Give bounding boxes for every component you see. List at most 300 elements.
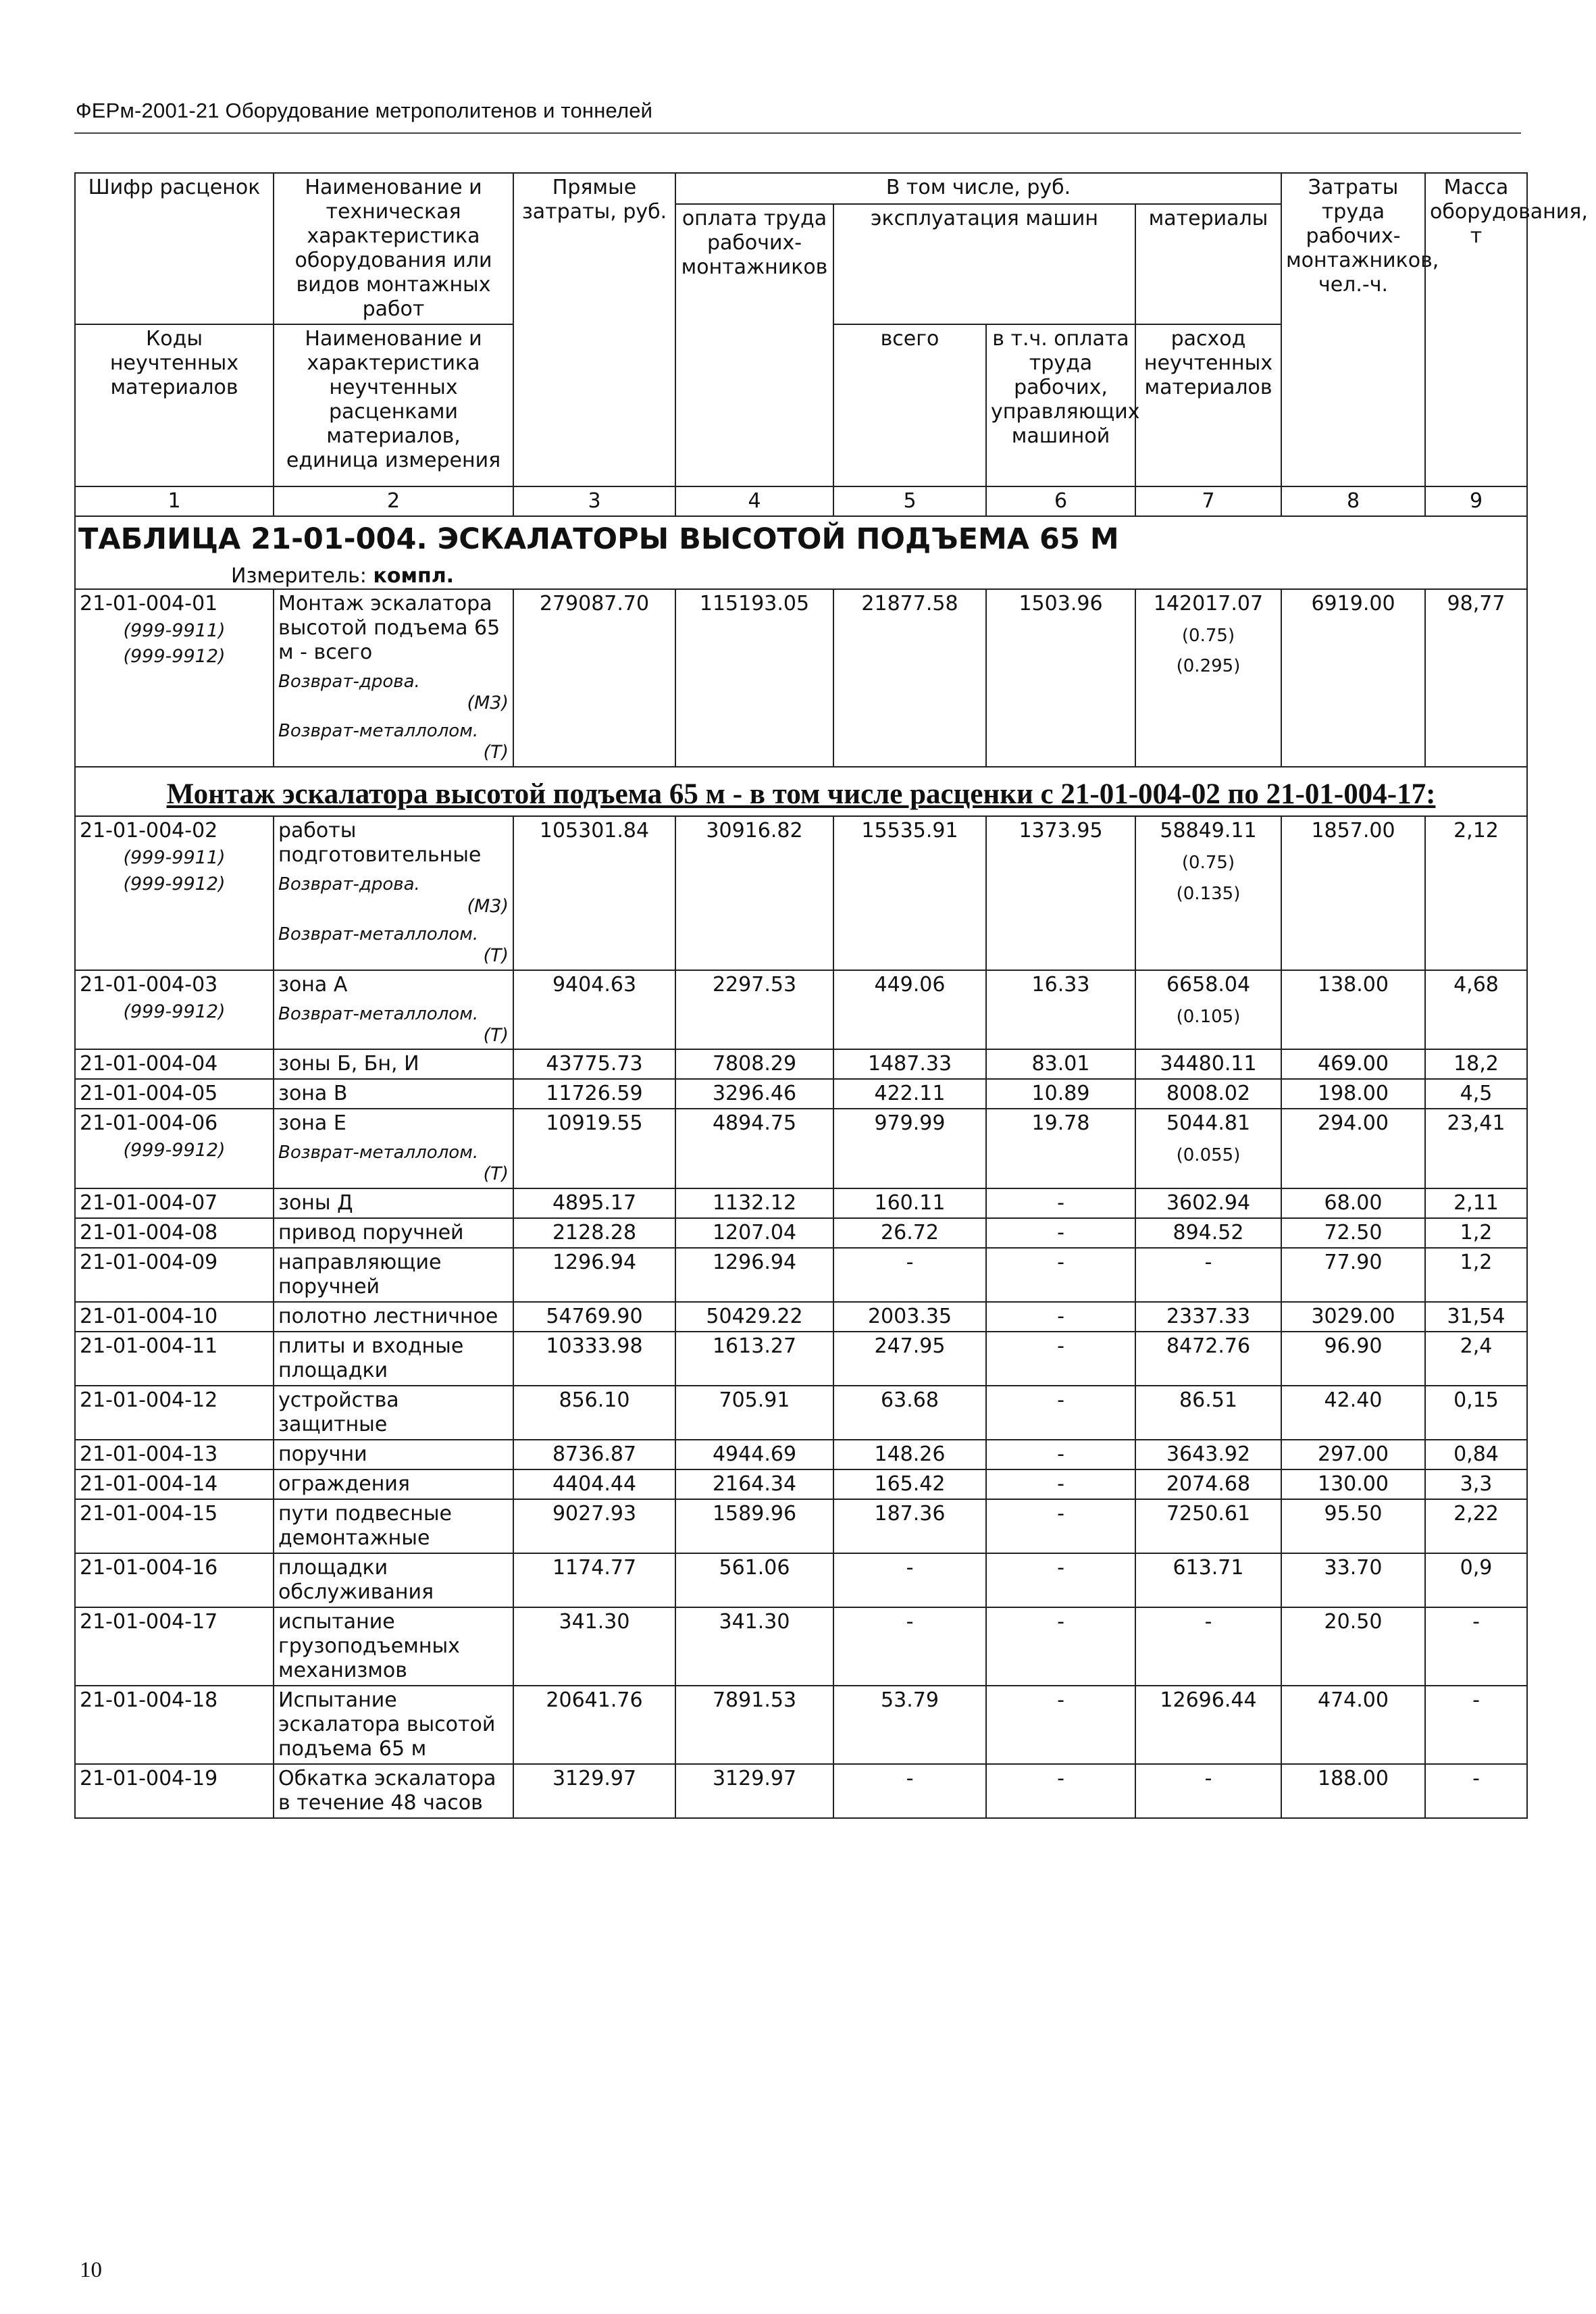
work-name-cell bbox=[274, 1764, 513, 1818]
material-unit: (Т) bbox=[483, 1163, 509, 1185]
material-unit: (Т) bbox=[483, 945, 509, 967]
material-qty: (0.295) bbox=[1176, 655, 1241, 676]
material-name: Возврат-металлолом. bbox=[278, 1142, 479, 1163]
materials-cell bbox=[1135, 1109, 1281, 1188]
direct-cost: 8736.87 bbox=[513, 1440, 675, 1469]
work-name-cell bbox=[274, 1607, 513, 1686]
table-row bbox=[75, 1188, 1527, 1218]
rate-code-cell bbox=[75, 1607, 274, 1686]
table-row bbox=[75, 1049, 1527, 1079]
direct-cost: 105301.84 bbox=[513, 816, 675, 970]
equipment-mass: 4,5 bbox=[1425, 1079, 1527, 1109]
column-number: 4 bbox=[675, 486, 833, 516]
rate-code: 21-01-004-14 bbox=[80, 1472, 218, 1496]
header-rule bbox=[74, 132, 1521, 134]
labor-hours: 297.00 bbox=[1281, 1440, 1425, 1469]
labor-hours: 20.50 bbox=[1281, 1607, 1425, 1686]
rate-code: 21-01-004-09 bbox=[80, 1250, 218, 1274]
rate-code: 21-01-004-10 bbox=[80, 1304, 218, 1328]
materials-value: 8008.02 bbox=[1166, 1082, 1251, 1106]
head-unaccounted: расход неучтенных материалов bbox=[1135, 324, 1281, 486]
head-labor: оплата труда рабочих-монтажников bbox=[675, 204, 833, 486]
material-unit: (Т) bbox=[483, 742, 509, 763]
labor-hours: 72.50 bbox=[1281, 1218, 1425, 1248]
table-row bbox=[75, 1607, 1527, 1686]
labor-cost: 561.06 bbox=[675, 1553, 833, 1607]
materials-cell bbox=[1135, 1607, 1281, 1686]
work-name-cell bbox=[274, 1686, 513, 1764]
column-number: 3 bbox=[513, 486, 675, 516]
rate-code: 21-01-004-12 bbox=[80, 1388, 218, 1412]
rate-code-cell bbox=[75, 589, 274, 767]
machines-labor: - bbox=[986, 1386, 1135, 1440]
table-row bbox=[75, 1332, 1527, 1386]
materials-value: 7250.61 bbox=[1166, 1501, 1251, 1526]
machines-total: 247.95 bbox=[833, 1332, 986, 1386]
materials-value: 2337.33 bbox=[1166, 1304, 1251, 1328]
material-qty: (0.135) bbox=[1176, 883, 1241, 904]
equipment-mass: 2,11 bbox=[1425, 1188, 1527, 1218]
material-unit: (Т) bbox=[483, 1024, 509, 1046]
machines-labor: - bbox=[986, 1302, 1135, 1332]
table-row bbox=[75, 1469, 1527, 1499]
labor-cost: 4894.75 bbox=[675, 1109, 833, 1188]
materials-cell bbox=[1135, 1079, 1281, 1109]
labor-cost: 705.91 bbox=[675, 1386, 833, 1440]
work-name: поручни bbox=[278, 1442, 367, 1466]
rate-code: 21-01-004-17 bbox=[80, 1609, 218, 1634]
work-name: зона В bbox=[278, 1082, 348, 1106]
materials-cell bbox=[1135, 970, 1281, 1050]
labor-hours: 42.40 bbox=[1281, 1386, 1425, 1440]
work-name-cell bbox=[274, 970, 513, 1050]
rate-code: 21-01-004-11 bbox=[80, 1334, 218, 1358]
table-row bbox=[75, 1553, 1527, 1607]
rate-code: 21-01-004-03 bbox=[80, 972, 218, 997]
table-row bbox=[75, 1686, 1527, 1764]
direct-cost: 54769.90 bbox=[513, 1302, 675, 1332]
measure-label: Измеритель: bbox=[231, 563, 367, 588]
machines-total: - bbox=[833, 1553, 986, 1607]
direct-cost: 279087.70 bbox=[513, 589, 675, 767]
material-name: Возврат-дрова. bbox=[278, 874, 420, 895]
material-code: (999-9912) bbox=[123, 873, 226, 895]
labor-cost: 3129.97 bbox=[675, 1764, 833, 1818]
equipment-mass: 2,12 bbox=[1425, 816, 1527, 970]
rate-code-cell bbox=[75, 1553, 274, 1607]
work-name: зона Е bbox=[278, 1111, 346, 1136]
work-name: привод поручней bbox=[278, 1220, 464, 1244]
table-row bbox=[75, 816, 1527, 970]
direct-cost: 4404.44 bbox=[513, 1469, 675, 1499]
material-code: (999-9912) bbox=[123, 645, 226, 667]
work-name: полотно лестничное bbox=[278, 1304, 498, 1328]
head-direct: Прямые затраты, руб. bbox=[513, 173, 675, 486]
direct-cost: 43775.73 bbox=[513, 1049, 675, 1079]
machines-labor: - bbox=[986, 1553, 1135, 1607]
equipment-mass: 0,9 bbox=[1425, 1553, 1527, 1607]
head-hours: Затраты труда рабочих-монтажников, чел.-ч. bbox=[1281, 173, 1425, 486]
materials-value: 2074.68 bbox=[1166, 1472, 1251, 1496]
materials-cell bbox=[1135, 1386, 1281, 1440]
materials-value: 6658.04 bbox=[1166, 972, 1251, 997]
rate-code-cell bbox=[75, 816, 274, 970]
labor-cost: 7808.29 bbox=[675, 1049, 833, 1079]
work-name-cell bbox=[274, 1469, 513, 1499]
machines-labor: - bbox=[986, 1188, 1135, 1218]
work-name: Обкатка эскалатора в течение 48 часов bbox=[278, 1766, 496, 1815]
rate-code-cell bbox=[75, 1079, 274, 1109]
machines-labor: 16.33 bbox=[986, 970, 1135, 1050]
column-number: 5 bbox=[833, 486, 986, 516]
rate-code-cell bbox=[75, 1440, 274, 1469]
materials-cell bbox=[1135, 589, 1281, 767]
material-qty: (0.75) bbox=[1181, 625, 1235, 646]
page-number: 10 bbox=[80, 2258, 102, 2282]
rate-code-cell bbox=[75, 1386, 274, 1440]
work-name-cell bbox=[274, 1440, 513, 1469]
materials-value: 613.71 bbox=[1173, 1555, 1244, 1580]
material-name: Возврат-дрова. bbox=[278, 671, 420, 692]
rate-code-cell bbox=[75, 1218, 274, 1248]
materials-cell bbox=[1135, 1218, 1281, 1248]
labor-hours: 474.00 bbox=[1281, 1686, 1425, 1764]
table-row bbox=[75, 1302, 1527, 1332]
work-name: работы подготовительные bbox=[278, 819, 482, 867]
direct-cost: 20641.76 bbox=[513, 1686, 675, 1764]
materials-value: 86.51 bbox=[1179, 1388, 1237, 1412]
machines-labor: - bbox=[986, 1218, 1135, 1248]
materials-cell bbox=[1135, 1248, 1281, 1302]
equipment-mass: - bbox=[1425, 1686, 1527, 1764]
labor-cost: 1613.27 bbox=[675, 1332, 833, 1386]
machines-total: 15535.91 bbox=[833, 816, 986, 970]
head-machines: эксплуатация машин bbox=[833, 204, 1135, 324]
machines-labor: 1503.96 bbox=[986, 589, 1135, 767]
materials-cell bbox=[1135, 1302, 1281, 1332]
work-name-cell bbox=[274, 1553, 513, 1607]
work-name-cell bbox=[274, 1049, 513, 1079]
materials-cell bbox=[1135, 1469, 1281, 1499]
work-name: площадки обслуживания bbox=[278, 1555, 434, 1604]
table-row bbox=[75, 970, 1527, 1050]
machines-labor: 83.01 bbox=[986, 1049, 1135, 1079]
machines-labor: 19.78 bbox=[986, 1109, 1135, 1188]
rate-code: 21-01-004-05 bbox=[80, 1082, 218, 1106]
rate-code-cell bbox=[75, 970, 274, 1050]
direct-cost: 10919.55 bbox=[513, 1109, 675, 1188]
materials-value: - bbox=[1204, 1609, 1212, 1634]
labor-hours: 198.00 bbox=[1281, 1079, 1425, 1109]
rate-code-cell bbox=[75, 1109, 274, 1188]
labor-hours: 95.50 bbox=[1281, 1499, 1425, 1553]
labor-hours: 77.90 bbox=[1281, 1248, 1425, 1302]
materials-cell bbox=[1135, 1764, 1281, 1818]
materials-cell bbox=[1135, 1049, 1281, 1079]
equipment-mass: - bbox=[1425, 1764, 1527, 1818]
rate-code-cell bbox=[75, 1469, 274, 1499]
equipment-mass: 2,22 bbox=[1425, 1499, 1527, 1553]
labor-cost: 7891.53 bbox=[675, 1686, 833, 1764]
direct-cost: 10333.98 bbox=[513, 1332, 675, 1386]
machines-labor: - bbox=[986, 1440, 1135, 1469]
materials-cell bbox=[1135, 1686, 1281, 1764]
materials-value: - bbox=[1204, 1766, 1212, 1790]
rate-code-cell bbox=[75, 1302, 274, 1332]
table-row bbox=[75, 1440, 1527, 1469]
machines-total: 422.11 bbox=[833, 1079, 986, 1109]
work-name-cell bbox=[274, 1248, 513, 1302]
labor-cost: 1589.96 bbox=[675, 1499, 833, 1553]
machines-total: 187.36 bbox=[833, 1499, 986, 1553]
rate-code: 21-01-004-08 bbox=[80, 1220, 218, 1244]
machines-labor: - bbox=[986, 1499, 1135, 1553]
work-name-cell bbox=[274, 1218, 513, 1248]
equipment-mass: 18,2 bbox=[1425, 1049, 1527, 1079]
machines-total: 449.06 bbox=[833, 970, 986, 1050]
head-materials: материалы bbox=[1135, 204, 1281, 324]
table-row bbox=[75, 1386, 1527, 1440]
table-row bbox=[75, 1079, 1527, 1109]
work-name-cell bbox=[274, 1499, 513, 1553]
machines-labor: - bbox=[986, 1607, 1135, 1686]
work-name-cell bbox=[274, 1188, 513, 1218]
rate-code: 21-01-004-04 bbox=[80, 1052, 218, 1076]
materials-cell bbox=[1135, 1188, 1281, 1218]
labor-hours: 3029.00 bbox=[1281, 1302, 1425, 1332]
labor-hours: 294.00 bbox=[1281, 1109, 1425, 1188]
materials-value: - bbox=[1204, 1250, 1212, 1274]
running-title: ФЕРм-2001-21 Оборудование метрополитенов и тоннелей bbox=[76, 99, 653, 122]
equipment-mass: 1,2 bbox=[1425, 1248, 1527, 1302]
materials-value: 12696.44 bbox=[1160, 1688, 1257, 1712]
measure bbox=[75, 563, 1527, 589]
work-name: ограждения bbox=[278, 1472, 410, 1496]
machines-total: 63.68 bbox=[833, 1386, 986, 1440]
labor-hours: 68.00 bbox=[1281, 1188, 1425, 1218]
rate-code: 21-01-004-16 bbox=[80, 1555, 218, 1580]
work-name: Монтаж эскалатора высотой подъема 65 м - всего bbox=[278, 591, 500, 664]
rate-code-cell bbox=[75, 1188, 274, 1218]
rate-code: 21-01-004-19 bbox=[80, 1766, 218, 1790]
machines-total: - bbox=[833, 1764, 986, 1818]
machines-total: 1487.33 bbox=[833, 1049, 986, 1079]
column-number: 6 bbox=[986, 486, 1135, 516]
materials-value: 894.52 bbox=[1173, 1220, 1244, 1244]
labor-cost: 4944.69 bbox=[675, 1440, 833, 1469]
equipment-mass: - bbox=[1425, 1607, 1527, 1686]
table-row bbox=[75, 589, 1527, 767]
subsection-row bbox=[75, 767, 1527, 817]
machines-labor: - bbox=[986, 1469, 1135, 1499]
equipment-mass: 1,2 bbox=[1425, 1218, 1527, 1248]
work-name-cell bbox=[274, 1302, 513, 1332]
labor-cost: 1132.12 bbox=[675, 1188, 833, 1218]
materials-cell bbox=[1135, 816, 1281, 970]
material-qty: (0.105) bbox=[1176, 1006, 1241, 1027]
work-name: плиты и входные площадки bbox=[278, 1334, 464, 1382]
materials-value: 8472.76 bbox=[1166, 1334, 1251, 1358]
labor-hours: 188.00 bbox=[1281, 1764, 1425, 1818]
table-row bbox=[75, 1218, 1527, 1248]
table-row bbox=[75, 1499, 1527, 1553]
work-name-cell bbox=[274, 1332, 513, 1386]
materials-cell bbox=[1135, 1332, 1281, 1386]
material-unit: (М3) bbox=[467, 895, 509, 917]
column-number: 1 bbox=[75, 486, 274, 516]
labor-hours: 96.90 bbox=[1281, 1332, 1425, 1386]
machines-labor: 10.89 bbox=[986, 1079, 1135, 1109]
work-name: пути подвесные демонтажные bbox=[278, 1501, 452, 1550]
material-qty: (0.055) bbox=[1176, 1145, 1241, 1166]
direct-cost: 3129.97 bbox=[513, 1764, 675, 1818]
direct-cost: 341.30 bbox=[513, 1607, 675, 1686]
work-name: Испытание эскалатора высотой подъема 65 м bbox=[278, 1688, 496, 1761]
machines-labor: - bbox=[986, 1332, 1135, 1386]
machines-labor: - bbox=[986, 1248, 1135, 1302]
labor-hours: 130.00 bbox=[1281, 1469, 1425, 1499]
rate-code-cell bbox=[75, 1049, 274, 1079]
material-code: (999-9911) bbox=[123, 620, 226, 641]
material-code: (999-9912) bbox=[123, 1001, 226, 1022]
material-name: Возврат-металлолом. bbox=[278, 924, 479, 945]
direct-cost: 4895.17 bbox=[513, 1188, 675, 1218]
table-title: ТАБЛИЦА 21-01-004. ЭСКАЛАТОРЫ ВЫСОТОЙ ПОДЪЕМА 65 М bbox=[75, 516, 1527, 563]
column-number: 2 bbox=[274, 486, 513, 516]
equipment-mass: 0,15 bbox=[1425, 1386, 1527, 1440]
head-mach-total: всего bbox=[833, 324, 986, 486]
head-mat-code: Коды неучтенных материалов bbox=[75, 324, 274, 486]
labor-cost: 1296.94 bbox=[675, 1248, 833, 1302]
head-mat-name: Наименование и характеристика неучтенных расценками материалов, единица измерения bbox=[274, 324, 513, 486]
equipment-mass: 2,4 bbox=[1425, 1332, 1527, 1386]
work-name: направляющие поручней bbox=[278, 1250, 442, 1299]
work-name: устройства защитные bbox=[278, 1388, 399, 1436]
rate-code-cell bbox=[75, 1764, 274, 1818]
material-qty: (0.75) bbox=[1181, 853, 1235, 874]
head-mass: Масса оборудования, т bbox=[1425, 173, 1527, 486]
materials-value: 3602.94 bbox=[1166, 1190, 1251, 1215]
head-code: Шифр расценок bbox=[75, 173, 274, 324]
labor-hours: 1857.00 bbox=[1281, 816, 1425, 970]
labor-cost: 3296.46 bbox=[675, 1079, 833, 1109]
head-name: Наименование и техническая характеристика оборудования или видов монтажных работ bbox=[274, 173, 513, 324]
rate-code: 21-01-004-13 bbox=[80, 1442, 218, 1466]
materials-cell bbox=[1135, 1440, 1281, 1469]
materials-value: 34480.11 bbox=[1160, 1052, 1257, 1076]
labor-hours: 6919.00 bbox=[1281, 589, 1425, 767]
work-name: зоны Б, Бн, И bbox=[278, 1052, 419, 1076]
rate-code: 21-01-004-07 bbox=[80, 1190, 218, 1215]
table-row bbox=[75, 1764, 1527, 1818]
material-name: Возврат-металлолом. bbox=[278, 1003, 479, 1024]
rates-table bbox=[74, 172, 1588, 1819]
machines-total: 165.42 bbox=[833, 1469, 986, 1499]
head-including: В том числе, руб. bbox=[675, 173, 1281, 204]
machines-labor: 1373.95 bbox=[986, 816, 1135, 970]
labor-cost: 341.30 bbox=[675, 1607, 833, 1686]
labor-cost: 2297.53 bbox=[675, 970, 833, 1050]
machines-labor: - bbox=[986, 1764, 1135, 1818]
material-code: (999-9912) bbox=[123, 1140, 226, 1161]
material-name: Возврат-металлолом. bbox=[278, 721, 479, 742]
work-name-cell bbox=[274, 589, 513, 767]
column-number: 8 bbox=[1281, 486, 1425, 516]
materials-cell bbox=[1135, 1499, 1281, 1553]
labor-cost: 115193.05 bbox=[675, 589, 833, 767]
rate-code-cell bbox=[75, 1248, 274, 1302]
materials-value: 58849.11 bbox=[1160, 819, 1257, 843]
equipment-mass: 98,77 bbox=[1425, 589, 1527, 767]
equipment-mass: 3,3 bbox=[1425, 1469, 1527, 1499]
labor-hours: 138.00 bbox=[1281, 970, 1425, 1050]
column-numbers bbox=[75, 486, 1527, 516]
equipment-mass: 31,54 bbox=[1425, 1302, 1527, 1332]
subsection-title: Монтаж эскалатора высотой подъема 65 м - в том числе расценки с 21-01-004-02 по 21-01-004-17: bbox=[75, 767, 1527, 817]
machines-total: 53.79 bbox=[833, 1686, 986, 1764]
machines-total: - bbox=[833, 1248, 986, 1302]
direct-cost: 11726.59 bbox=[513, 1079, 675, 1109]
measure-value: компл. bbox=[373, 563, 455, 588]
machines-total: 148.26 bbox=[833, 1440, 986, 1469]
machines-labor: - bbox=[986, 1686, 1135, 1764]
rate-code: 21-01-004-01 bbox=[80, 591, 218, 615]
work-name: зоны Д bbox=[278, 1190, 353, 1215]
labor-cost: 1207.04 bbox=[675, 1218, 833, 1248]
direct-cost: 9404.63 bbox=[513, 970, 675, 1050]
machines-total: 2003.35 bbox=[833, 1302, 986, 1332]
machines-total: 26.72 bbox=[833, 1218, 986, 1248]
rate-code-cell bbox=[75, 1499, 274, 1553]
rate-code: 21-01-004-02 bbox=[80, 819, 218, 843]
rate-code: 21-01-004-06 bbox=[80, 1111, 218, 1136]
machines-total: 21877.58 bbox=[833, 589, 986, 767]
rate-code-cell bbox=[75, 1332, 274, 1386]
equipment-mass: 0,84 bbox=[1425, 1440, 1527, 1469]
rate-code: 21-01-004-18 bbox=[80, 1688, 218, 1712]
material-unit: (М3) bbox=[467, 692, 509, 713]
table-row bbox=[75, 1109, 1527, 1188]
work-name: зона А bbox=[278, 972, 348, 997]
labor-cost: 50429.22 bbox=[675, 1302, 833, 1332]
column-number: 7 bbox=[1135, 486, 1281, 516]
machines-total: 160.11 bbox=[833, 1188, 986, 1218]
labor-cost: 30916.82 bbox=[675, 816, 833, 970]
labor-cost: 2164.34 bbox=[675, 1469, 833, 1499]
column-number: 9 bbox=[1425, 486, 1527, 516]
work-name-cell bbox=[274, 816, 513, 970]
equipment-mass: 23,41 bbox=[1425, 1109, 1527, 1188]
direct-cost: 856.10 bbox=[513, 1386, 675, 1440]
materials-value: 3643.92 bbox=[1166, 1442, 1251, 1466]
labor-hours: 469.00 bbox=[1281, 1049, 1425, 1079]
direct-cost: 1296.94 bbox=[513, 1248, 675, 1302]
work-name-cell bbox=[274, 1109, 513, 1188]
material-code: (999-9911) bbox=[123, 847, 226, 869]
labor-hours: 33.70 bbox=[1281, 1553, 1425, 1607]
materials-value: 142017.07 bbox=[1153, 591, 1264, 615]
work-name-cell bbox=[274, 1386, 513, 1440]
rate-code-cell bbox=[75, 1686, 274, 1764]
machines-total: 979.99 bbox=[833, 1109, 986, 1188]
work-name: испытание грузоподъемных механизмов bbox=[278, 1609, 460, 1682]
rate-code: 21-01-004-15 bbox=[80, 1501, 218, 1526]
materials-cell bbox=[1135, 1553, 1281, 1607]
machines-total: - bbox=[833, 1607, 986, 1686]
materials-value: 5044.81 bbox=[1166, 1111, 1251, 1136]
direct-cost: 1174.77 bbox=[513, 1553, 675, 1607]
equipment-mass: 4,68 bbox=[1425, 970, 1527, 1050]
